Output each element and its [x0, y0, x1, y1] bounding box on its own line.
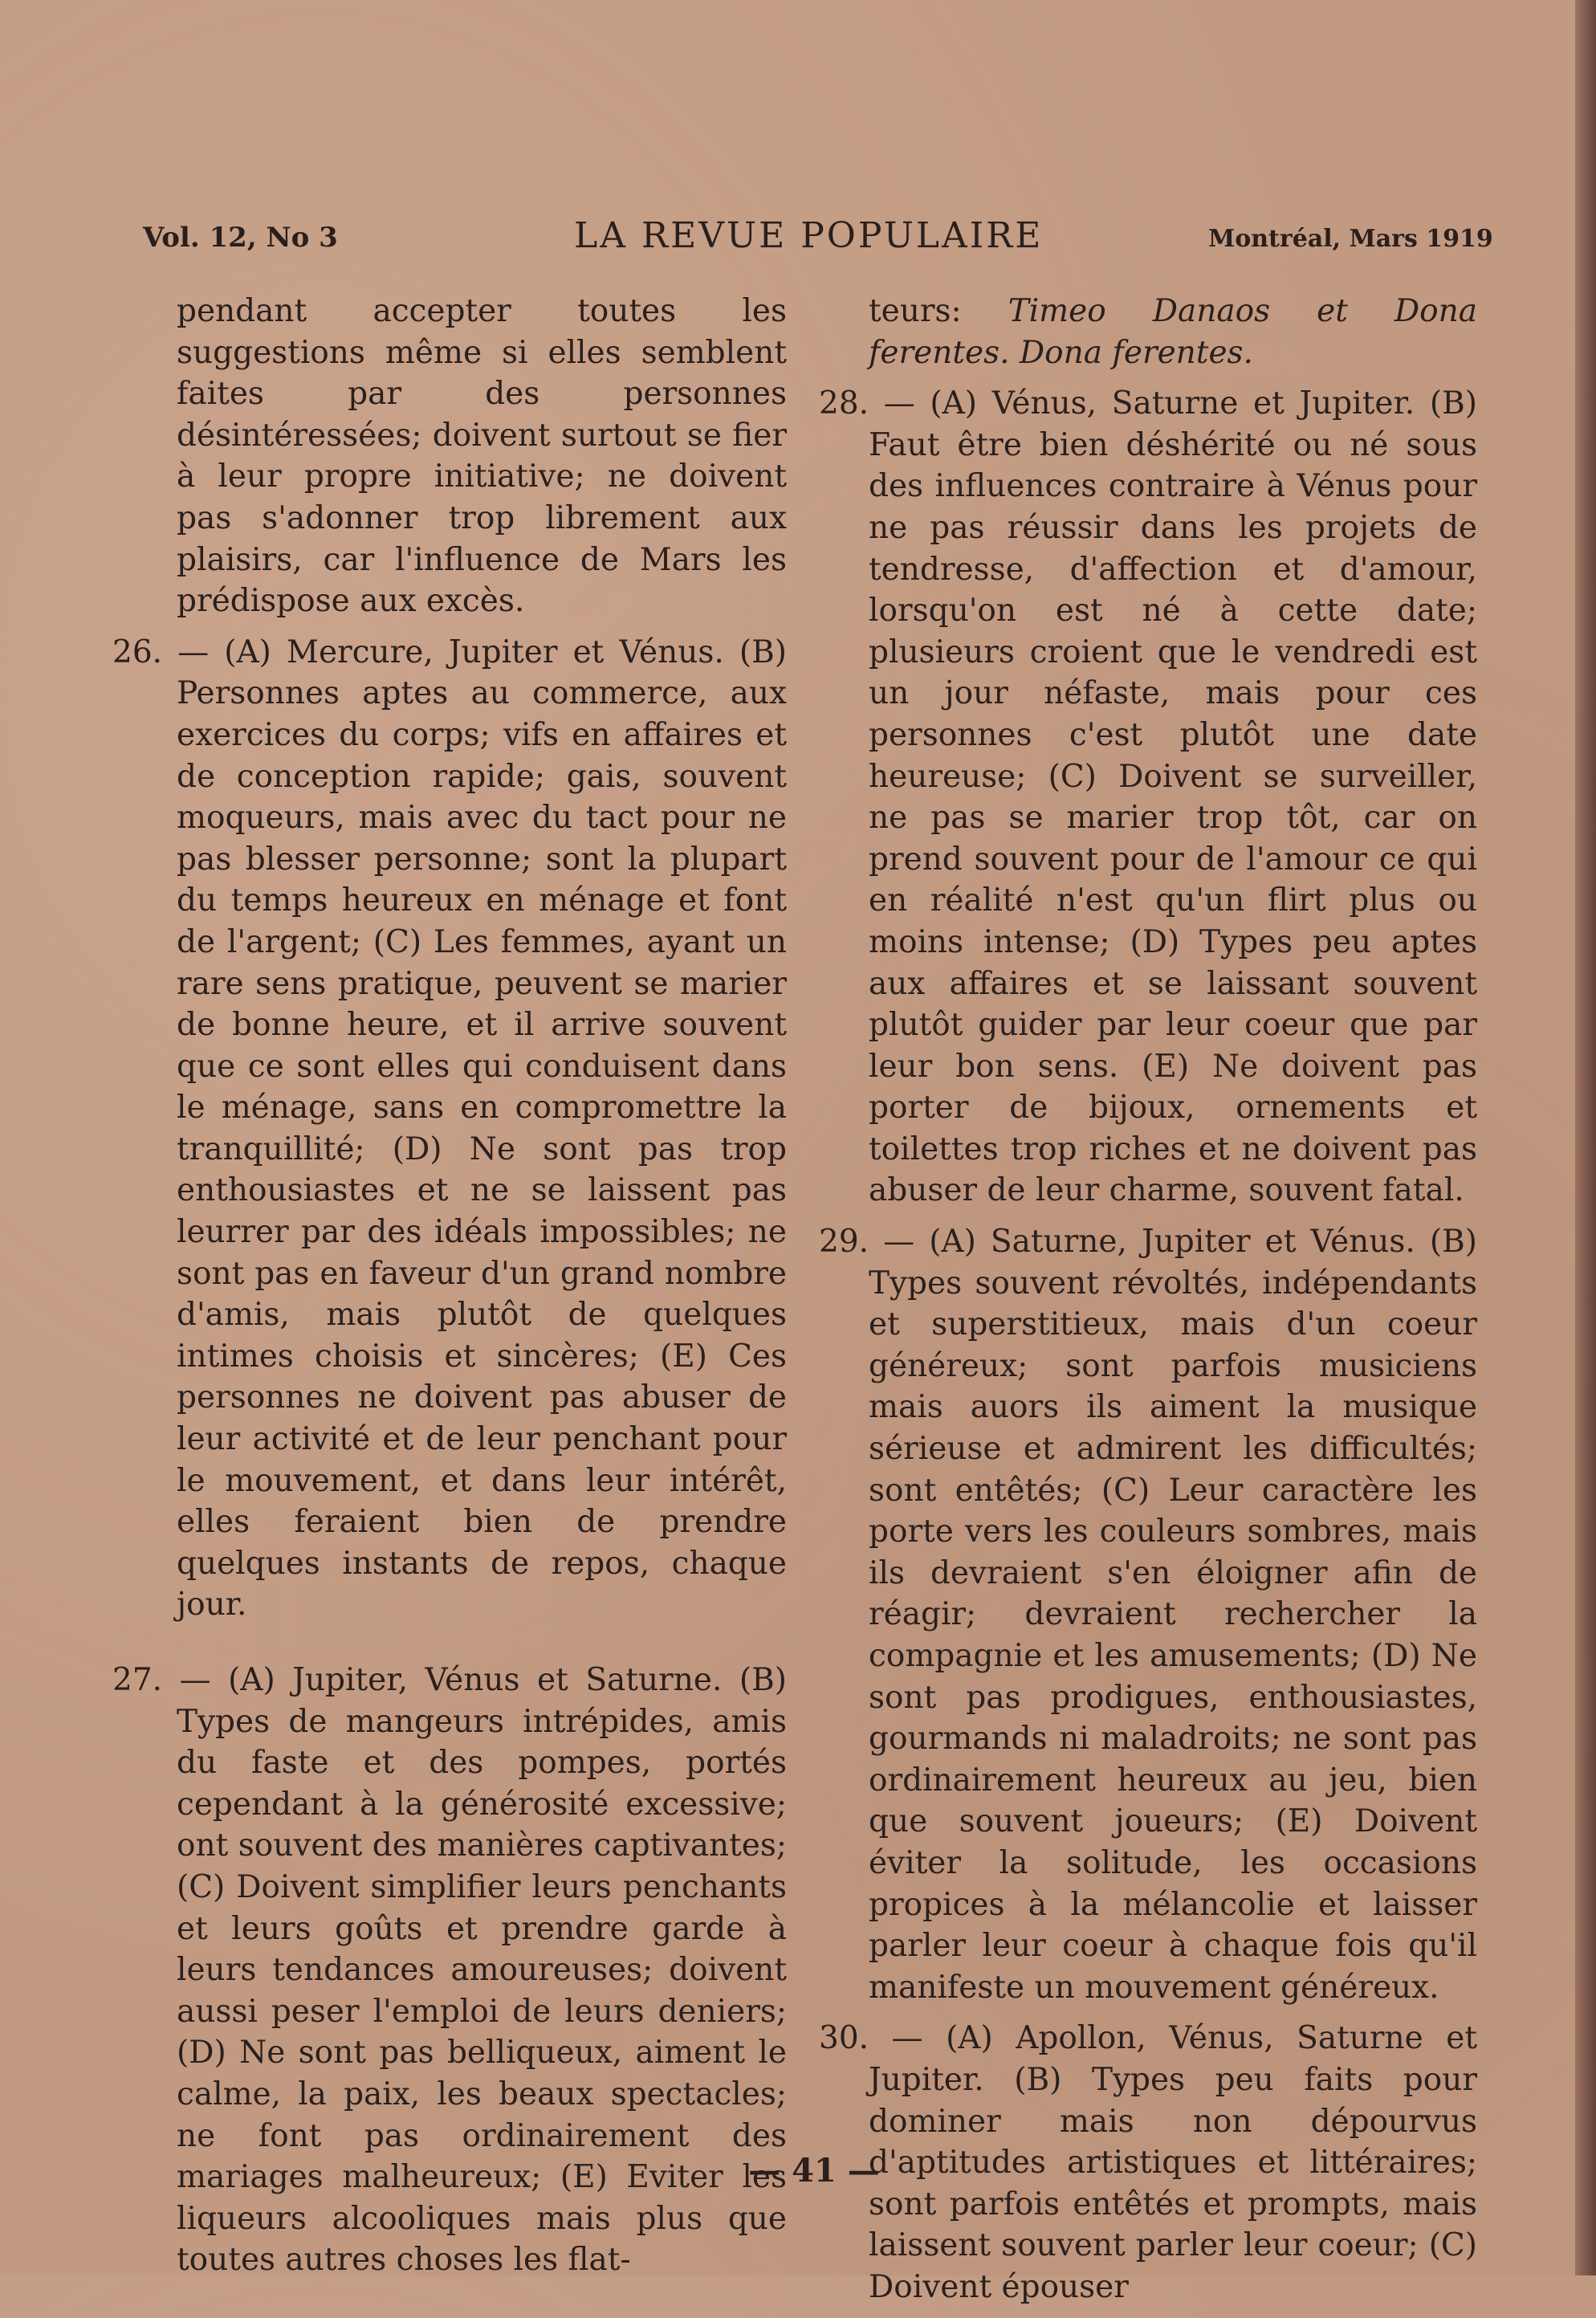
- entry-27: 27. — (A) Jupiter, Vénus et Saturne. (B) Types de mangeurs intrépides, amis du faste et des pompes, portés cependant à la générosité excessive; ont souvent des manières captivantes; (C) Doivent simplifier leurs penchants et leurs goûts et prendre garde à leurs tendances amoureuses; doivent aussi peser l'emploi de leurs deniers; (D) Ne sont pas belliqueux, aiment le calme, la paix, les beaux spectacles; ne font pas ordinairement des mariages malheureux; (E) Eviter les liqueurs alcooliques mais plus que toutes autres choses les flat-: [112, 1662, 787, 2279]
- latin-quote: Timeo Danaos et Dona ferentes. Dona ferentes.: [869, 293, 1477, 371]
- left-column: [112, 291, 787, 2291]
- entry-26: 26. — (A) Mercure, Jupiter et Vénus. (B) Personnes aptes au commerce, aux exercices du corps; vifs en affaires et de conception rapide; gais, souvent moqueurs, mais avec du tact pour ne pas blesser personne; sont la plupart du temps heureux en ménage et font de l'argent; (C) Les femmes, ayant un rare sens pratique, peuvent se marier de bonne heure, et il arrive souvent que ce sont elles qui conduisent dans le ménage, sans en compromettre la tranquillité; (D) Ne sont pas trop enthousiastes et ne se laissent pas leurrer par des idéals impossibles; ne sont pas en faveur d'un grand nombre d'amis, mais plutôt de quelques intimes choisis et sincères; (E) Ces personnes ne doivent pas abuser de leur activité et de leur penchant pour le mouvement, et dans leur intérêt, elles feraient bien de prendre quelques instants de repos, chaque jour.: [112, 633, 787, 1623]
- entry-30: 30. — (A) Apollon, Vénus, Saturne et Jupiter. (B) Types peu faits pour dominer mais non dépourvus d'aptitudes artistiques et littéraires; sont parfois entêtés et prompts, mais laissent souvent parler leur coeur; (C) Doivent épouser: [819, 2020, 1477, 2305]
- page-number: — 41 —: [748, 2152, 880, 2190]
- page-footer: [0, 2152, 1596, 2190]
- running-header: [0, 215, 1596, 271]
- entry-27-cont-text: teurs:: [869, 293, 1008, 329]
- right-column: [819, 291, 1477, 2318]
- journal-title: LA REVUE POPULAIRE: [574, 215, 1044, 256]
- place-date: Montréal, Mars 1919: [1208, 225, 1493, 253]
- page-edge-shadow: [1575, 0, 1596, 2275]
- entry-27-continuation: [819, 291, 1477, 373]
- entry-29: 29. — (A) Saturne, Jupiter et Vénus. (B) Types souvent révoltés, indépendants et superstitieux, mais d'un coeur généreux; sont parfois musiciens mais auors ils aiment la musique sérieuse et admirent les difficultés; sont entêtés; (C) Leur caractère les porte vers les couleurs sombres, mais ils devraient s'en éloigner afin de réagir; devraient rechercher la compagnie et les amusements; (D) Ne sont pas prodigues, enthousiastes, gourmands ni maladroits; ne sont pas ordinairement heureux au jeu, bien que souvent joueurs; (E) Doivent éviter la solitude, les occasions propices à la mélancolie et laisser parler leur coeur à chaque fois qu'il manifeste un mouvement généreux.: [819, 1224, 1477, 2006]
- entry-25-continuation: pendant accepter toutes les suggestions même si elles semblent faites par des personnes désintéressées; doivent surtout se fier à leur propre initiative; ne doivent pas s'adonner trop librement aux plaisirs, car l'influence de Mars les prédispose aux excès.: [177, 293, 787, 620]
- volume-number: Vol. 12, No 3: [143, 222, 338, 254]
- entry-28: 28. — (A) Vénus, Saturne et Jupiter. (B) Faut être bien déshérité ou né sous des influences contraire à Vénus pour ne pas réussir dans les projets de tendresse, d'affection et d'amour, lorsqu'on est né à cette date; plusieurs croient que le vendredi est un jour néfaste, mais pour ces personnes c'est plutôt une date heureuse; (C) Doivent se surveiller, ne pas se marier trop tôt, car on prend souvent pour de l'amour ce qui en réalité n'est qu'un flirt plus ou moins intense; (D) Types peu aptes aux affaires et se laissant souvent plutôt guider par leur coeur que par leur bon sens. (E) Ne doivent pas porter de bijoux, ornements et toilettes trop riches et ne doivent pas abuser de leur charme, souvent fatal.: [819, 385, 1477, 1209]
